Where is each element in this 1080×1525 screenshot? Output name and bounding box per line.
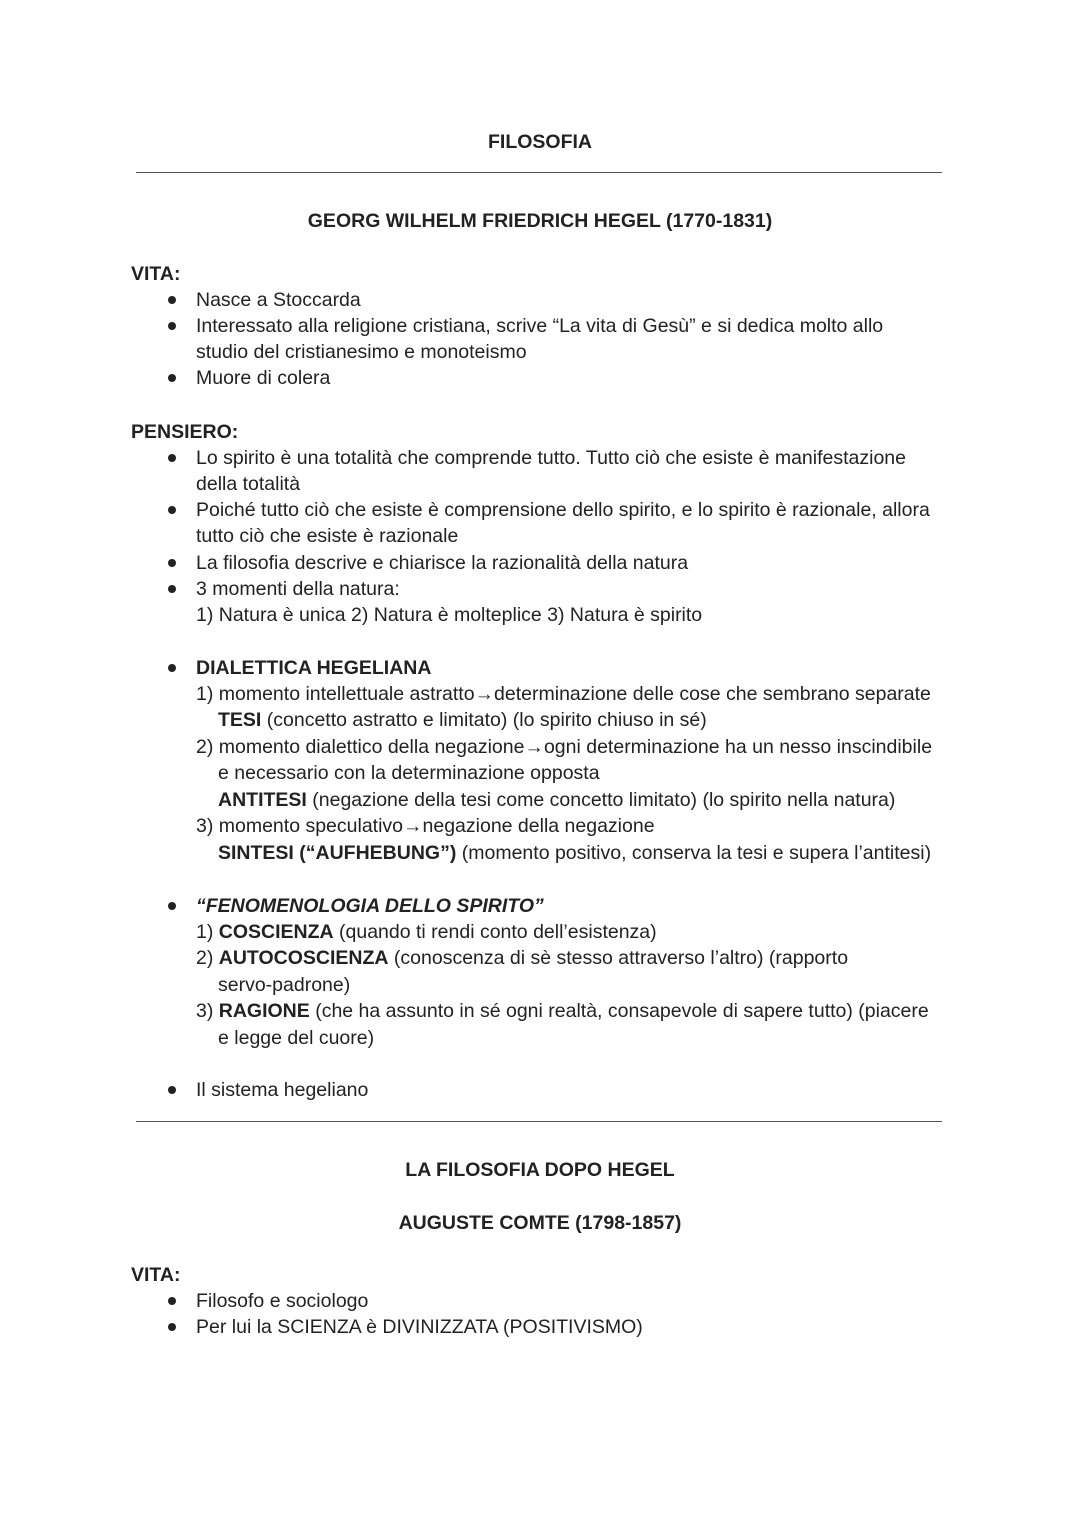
autocoscienza-desc: (conoscenza di sè stesso attraverso l’altro) (rapporto: [388, 947, 849, 969]
bullet-icon: [168, 322, 176, 330]
bullet-icon: [168, 454, 176, 462]
fenomenologia-title: “FENOMENOLOGIA DELLO SPIRITO”: [196, 895, 544, 917]
dialettica-antitesi-line: [218, 787, 895, 813]
autocoscienza-term: AUTOCOSCIENZA: [218, 947, 389, 969]
bullet-icon: [168, 296, 176, 304]
comte-vita-item: Per lui la SCIENZA è DIVINIZZATA (POSITIVISMO): [196, 1316, 643, 1338]
bullet-icon: [168, 1323, 176, 1331]
pensiero-item: Lo spirito è una totalità che comprende tutto. Tutto ciò che esiste è manifestazione: [196, 447, 906, 469]
sintesi-desc: (momento positivo, conserva la tesi e supera l’antitesi): [456, 842, 932, 864]
bullet-icon: [168, 664, 176, 672]
comte-vita-item: Filosofo e sociologo: [196, 1290, 369, 1312]
bullet-icon: [168, 1086, 176, 1094]
ragione-desc: (che ha assunto in sé ogni realtà, consapevole di sapere tutto) (piacere: [309, 1000, 929, 1022]
coscienza-term: COSCIENZA: [218, 921, 334, 943]
pensiero-item: 3 momenti della natura:: [196, 578, 400, 600]
hegel-heading: GEORG WILHELM FRIEDRICH HEGEL (1770-1831): [307, 210, 773, 232]
dialettica-moment-3: 3) momento speculativo→negazione della negazione: [196, 815, 655, 837]
dialettica-moment-2: 2) momento dialettico della negazione→ogni determinazione ha un nesso inscindibile: [196, 736, 933, 758]
pensiero-item-continued: tutto ciò che esiste è razionale: [196, 525, 459, 547]
antitesi-desc: (negazione della tesi come concetto limitato) (lo spirito nella natura): [306, 789, 896, 811]
dialettica-tesi-line: [218, 707, 707, 733]
step-number: 3): [196, 1000, 219, 1022]
pensiero-item: La filosofia descrive e chiarisce la razionalità della natura: [196, 552, 689, 574]
fenomenologia-step-3: [196, 998, 929, 1024]
pensiero-item-continued: 1) Natura è unica 2) Natura è molteplice 3) Natura è spirito: [196, 604, 703, 626]
pensiero-item: Poiché tutto ciò che esiste è comprensione dello spirito, e lo spirito è razionale, allora: [196, 499, 930, 521]
dopo-hegel-heading: LA FILOSOFIA DOPO HEGEL: [405, 1159, 675, 1181]
bullet-icon: [168, 374, 176, 382]
divider-middle: [136, 1121, 942, 1122]
bullet-icon: [168, 506, 176, 514]
fenomenologia-step-1: [196, 919, 657, 945]
ragione-term: RAGIONE: [218, 1000, 310, 1022]
vita-item-continued: studio del cristianesimo e monoteismo: [196, 341, 527, 363]
tesi-desc: (concetto astratto e limitato) (lo spirito chiuso in sé): [261, 709, 707, 731]
document-title: FILOSOFIA: [488, 131, 592, 153]
comte-vita-label: VITA:: [131, 1264, 181, 1286]
vita-item: Muore di colera: [196, 367, 331, 389]
vita-item: Interessato alla religione cristiana, scrive “La vita di Gesù” e si dedica molto allo: [196, 315, 884, 337]
coscienza-desc: (quando ti rendi conto dell’esistenza): [333, 921, 657, 943]
vita-item: Nasce a Stoccarda: [196, 289, 361, 311]
pensiero-label: PENSIERO:: [131, 421, 239, 443]
tesi-term: TESI: [218, 709, 262, 731]
dialettica-moment-2-continued: e necessario con la determinazione opposta: [218, 762, 600, 784]
bullet-icon: [168, 559, 176, 567]
pensiero-item-continued: della totalità: [196, 473, 301, 495]
sistema-item: Il sistema hegeliano: [196, 1079, 369, 1101]
dialettica-title: DIALETTICA HEGELIANA: [196, 657, 432, 679]
vita-label: VITA:: [131, 263, 181, 285]
antitesi-term: ANTITESI: [218, 789, 307, 811]
sintesi-term: SINTESI (“AUFHEBUNG”): [218, 842, 457, 864]
fenomenologia-step-3-continued: e legge del cuore): [218, 1027, 375, 1049]
bullet-icon: [168, 1297, 176, 1305]
dialettica-sintesi-line: [218, 840, 931, 866]
step-number: 1): [196, 921, 219, 943]
bullet-icon: [168, 902, 176, 910]
dialettica-moment-1: 1) momento intellettuale astratto→determinazione delle cose che sembrano separate: [196, 683, 931, 705]
divider-top: [136, 172, 942, 173]
step-number: 2): [196, 947, 219, 969]
comte-heading: AUGUSTE COMTE (1798-1857): [398, 1212, 682, 1234]
bullet-icon: [168, 585, 176, 593]
fenomenologia-step-2: [196, 945, 848, 971]
fenomenologia-step-2-continued: servo-padrone): [218, 974, 351, 996]
